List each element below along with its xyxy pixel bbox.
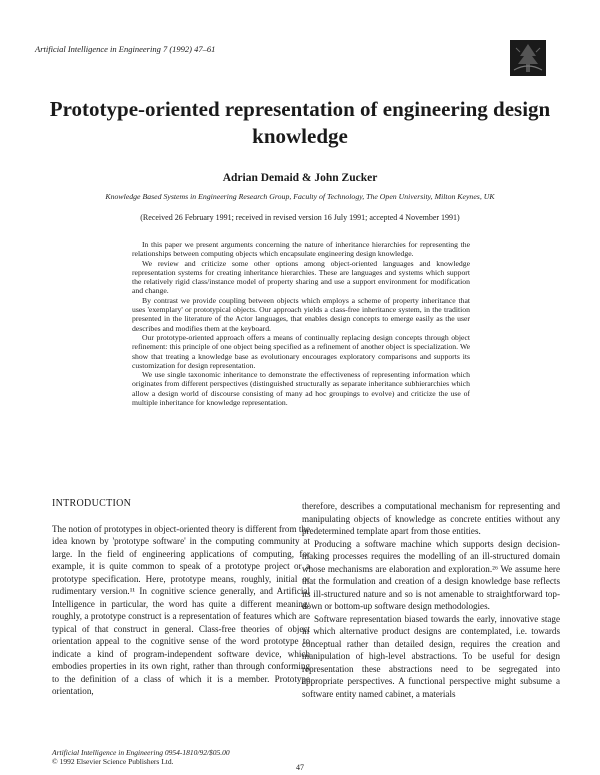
section-heading: INTRODUCTION <box>52 498 132 509</box>
body-paragraph: Software representation biased towards the early, innovative stage in which alternative product designs are contemplated, i.e. towards conceptual rather than detailed design, requires the creation and manipulation of high-level abstractions. To be useful for design representation these abstractions need to be segregated into appropriate perspectives. A functional perspective might subsume a software entity named cabinet, a materials <box>302 613 560 699</box>
publisher-logo-icon <box>510 40 546 76</box>
body-paragraph: Producing a software machine which supports design decision-making processes requires the modelling of an ill-structured domain whose mechanisms are elaboration and exploration.²⁶ We assume here that the formulation and creation of a design knowledge base reflects its ill-structured nature and so is not amenable to straightforward top-down or bottom-up software design methodologies. <box>302 538 560 611</box>
abstract-paragraph: By contrast we provide coupling between objects which employs a scheme of property inheritance that uses 'exemplary' or prototypical objects. Our approach yields a class-free inheritance system, in the tradition presented in the literature of the Actor languages, that enables design concepts to emerge easily as the user describes and modifies them at the keyboard. <box>132 295 470 333</box>
authors: Adrian Demaid & John Zucker <box>222 172 378 184</box>
right-column <box>302 500 560 700</box>
abstract-paragraph: We review and criticize some other options among object-oriented languages and knowledge representation systems for creating inheritance hierarchies. These are languages and systems which support the relatively rigid class/instance model of property sharing and use a support environment for modification and change. <box>132 258 470 296</box>
footer-journal-line: Artificial Intelligence in Engineering 0954-1810/92/$05.00 <box>52 748 230 757</box>
abstract-paragraph: We use single taxonomic inheritance to demonstrate the effectiveness of representing information which originates from different perspectives (distinguished structurally as separate inheritance subhierarchies which allow a design world of discourse consisting of many ad hoc groupings to evolve) and criticize the use of multiple inheritance for knowledge representation. <box>132 370 470 408</box>
abstract <box>132 240 470 407</box>
body-paragraph: therefore, describes a computational mechanism for representing and manipulating objects of knowledge as concrete entities without any predetermined template apart from those entities. <box>302 501 560 536</box>
affiliation: Knowledge Based Systems in Engineering Research Group, Faculty of Technology, The Open University, Milton Keynes, UK <box>105 192 495 201</box>
journal-reference: Artificial Intelligence in Engineering 7 (1992) 47–61 <box>35 44 216 54</box>
footer-copyright: © 1992 Elsevier Science Publishers Ltd. <box>52 757 174 766</box>
abstract-paragraph: Our prototype-oriented approach offers a means of continually replacing design concepts through object refinement: this principle of one object being specified as a refinement of another object is specialization. We show that treating a knowledge base as evolutionary encourages exploratory comparisons and supports its customization for design representation. <box>132 332 470 370</box>
paper-title: Prototype-oriented representation of engineering design knowledge <box>49 97 551 148</box>
received-dates: (Received 26 February 1991; received in revised version 16 July 1991; accepted 4 November 1991) <box>140 213 460 222</box>
page-number: 47 <box>296 763 304 772</box>
left-column <box>52 498 310 698</box>
body-paragraph: The notion of prototypes in object-oriented theory is different from the idea known by 'prototype software' in the computing community at large. In the field of engineering applications of computing, for example, it is quite common to speak of a prototype project or a prototype specification. Here, prototype means, roughly, initial or rudimentary version.¹¹ In cognitive science generally, and Artificial Intelligence in particular, the word has quite a different meaning: roughly, a prototype construct is a representation of features which are typical of that construct in general. Class-free theories of object orientation appeal to the cognitive sense of the word prototype to indicate a kind of program-independent software device, which embodies properties in its own right, rather than through conforming to the definition of a class of which it is a member. Prototype orientation, <box>52 523 310 696</box>
abstract-paragraph: In this paper we present arguments concerning the nature of inheritance hierarchies for representing the relationships between computing objects which encapsulate engineering design knowledge. <box>132 240 470 259</box>
